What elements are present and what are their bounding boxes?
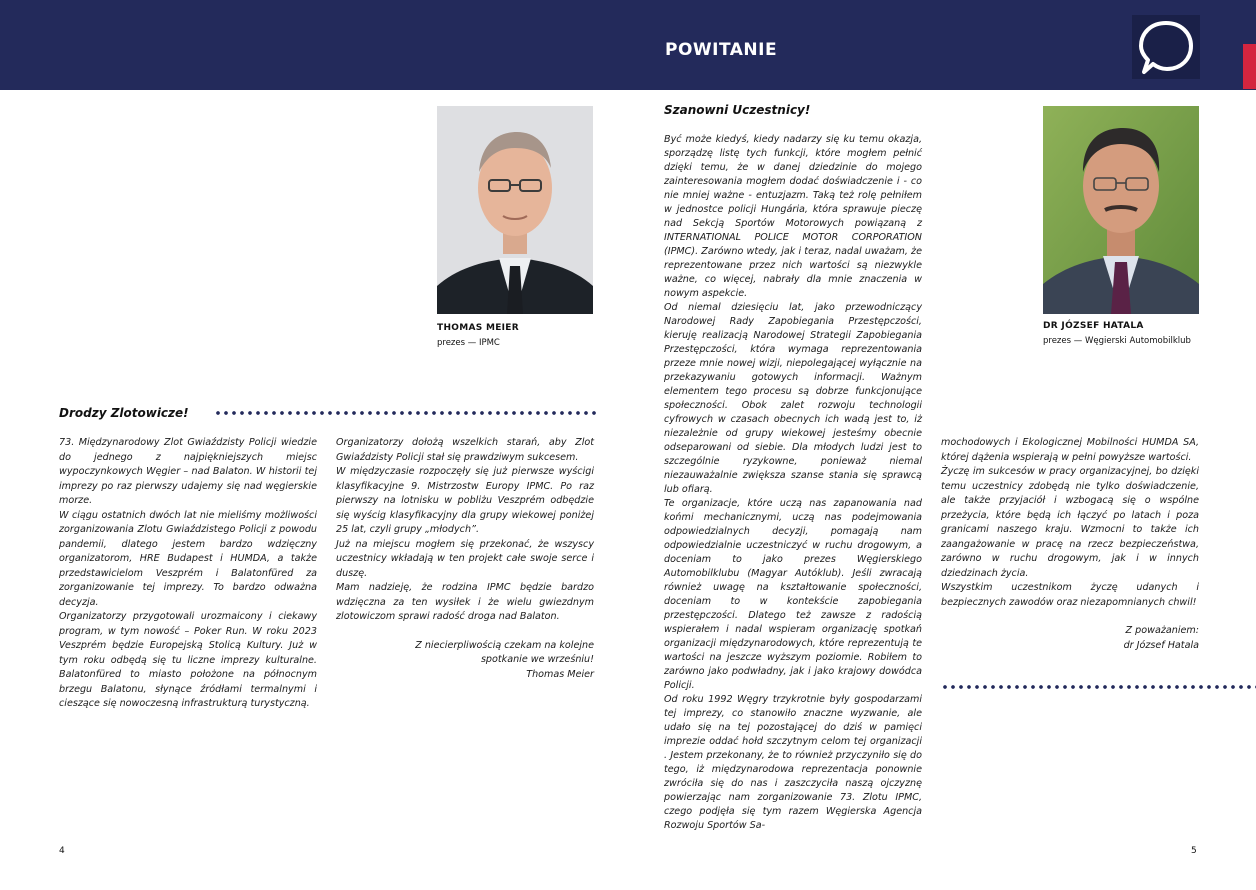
page-edge-tab — [1243, 44, 1256, 89]
paragraph: Mam nadzieję, że rodzina IPMC będzie bardzo wdzięczna za ten wysiłek i że wielu gwiezdnym zlotowiczom sprawi radość droga nad Balaton. — [336, 582, 594, 622]
portrait-jozsef-hatala — [1043, 106, 1199, 314]
paragraph: mochodowych i Ekologicznej Mobilności HUMDA SA, której dążenia wspierają w pełni powyższe wartości. — [941, 437, 1199, 463]
page-number-right: 5 — [1191, 846, 1197, 856]
photo-caption-name: DR JÓZSEF HATALA — [1043, 321, 1144, 331]
photo-caption-name: THOMAS MEIER — [437, 323, 519, 333]
paragraph: Organizatorzy przygotowali urozmaicony i ciekawy program, w tym nowość – Poker Run. W roku 2023 Veszprém będzie Europejską Stolicą Kultury. Już w tym roku odbędą się tu liczne imprezy kulturalne. Balatonfüred to miasto położone na północnym brzegu Balatonu, słynące źródłami termalnymi i cieszące się nowoczesną infrastrukturą turystyczną. — [59, 611, 317, 709]
page-number-left: 4 — [59, 846, 65, 856]
paragraph: Te organizacje, które uczą nas zapanowania nad końmi mechanicznymi, uczą nas podejmowania odpowiedzialnych decyzji, pomagają nam odpowiedzialnie uczestniczyć w ruchu drogowym, a doceniam to jako prezes Węgierskiego Automobilklubu (Magyar Autóklub). Jeśli zwracają również uwagę na kształtowanie społeczności, doceniam to w kontekście zapobiegania przestępczości. Dlatego też zawsze z radością wspierałem i nadal wspieram organizację spotkań organizacji międzynarodowych, które reprezentują te wartości na jeszcze wyższym poziomie. Robiłem to zarówno jako podwładny, jak i jako krajowy dowódca Policji. — [664, 498, 922, 691]
text-column-3 — [664, 133, 922, 833]
paragraph: W ciągu ostatnich dwóch lat nie mieliśmy możliwości zorganizowania Zlotu Gwiaździstego Policji z powodu pandemii, dlatego jestem bardzo wdzięczny organizatorom, HRE Budapest i HUMDA, a także przedstawicielom Veszprém i Balatonfüred za zorganizowanie tej imprezy. To bardzo odważna decyzja. — [59, 509, 317, 608]
photo-caption-role: prezes — Węgierski Automobilklub — [1043, 336, 1191, 346]
dotted-divider — [941, 684, 1256, 690]
closing-line: Z poważaniem: — [1125, 625, 1199, 636]
text-column-2 — [336, 436, 594, 682]
text-column-4 — [941, 436, 1199, 653]
page-header — [0, 0, 1256, 90]
text-column-1 — [59, 436, 317, 712]
logo — [1132, 15, 1200, 79]
paragraph: 73. Międzynarodowy Zlot Gwiaździsty Policji wiedzie do jednego z najpiękniejszych miejsc wypoczynkowych Węgier – nad Balaton. W historii tej imprezy po raz pierwszy udajemy się nad węgierskie morze. — [59, 437, 317, 506]
paragraph: Życzę im sukcesów w pracy organizacyjnej, bo dzięki temu uczestnicy zdobędą nie tylko doświadczenie, ale także przyjaciół i wzbogacą się o wspólne przeżycia, które będą ich łączyć po latach i poza granicami naszego kraju. Wzmocni to także ich zaangażowanie w pracę na rzecz bezpieczeństwa, zarówno w ruchu drogowym, jak i w innych dziedzinach życia. — [941, 466, 1199, 579]
signature: dr József Hatala — [1123, 639, 1199, 651]
closing-line: Z niecierpliwością czekam na kolejne — [415, 639, 594, 651]
closing-line: spotkanie we wrześniu! — [480, 654, 594, 665]
photo-caption-role: prezes — IPMC — [437, 338, 500, 348]
paragraph: Już na miejscu mogłem się przekonać, że wszyscy uczestnicy wkładają w ten projekt całe swoje serce i duszę. — [336, 538, 594, 579]
right-heading: Szanowni Uczestnicy! — [664, 103, 811, 117]
portrait-thomas-meier — [437, 106, 593, 314]
paragraph: Od niemal dziesięciu lat, jako przewodniczący Narodowej Rady Zapobiegania Przestępczości, kieruję realizacją Narodowej Strategii Zapobiegania Przestępczości, która wymaga reprezentowania przeze mnie nowej wizji, niepolegającej wyłącznie na przekazywaniu gotowych informacji. Ważnym elementem tego procesu są dobrze funkcjonujące społeczności. Obok zalet rozwoju technologii cyfrowych w czasach obecnych ich wadą jest to, iż niezależnie od grupy wiekowej jesteśmy obecnie odseparowani od siebie. Dla młodych ludzi jest to szczególnie ryzykowne, ponieważ niemal niezauważalnie zwiększa szanse stania się sprawcą lub ofiarą. — [664, 302, 922, 495]
speech-bubble-icon — [1136, 17, 1196, 77]
paragraph: Być może kiedyś, kiedy nadarzy się ku temu okazja, sporządzę listę tych funkcji, które mogłem pełnić dzięki temu, że w danej dziedzinie do mojego zainteresowania mogłem dodać doświadczenie i - co nie mniej ważne - entuzjazm. Taką też rolę pełniłem w jednostce policji Hungária, która sprawuje pieczę nad Sekcją Sportów Motorowych powiązaną z INTERNATIONAL POLICE MOTOR CORPORATION (IPMC). Zarówno wtedy, jak i teraz, nadal uważam, że reprezentowane przez nich wartości są niezwykle ważne, co więcej, nabrały dla mnie znaczenia w nowym aspekcie. — [664, 134, 922, 299]
paragraph: Wszystkim uczestnikom życzę udanych i bezpiecznych zawodów oraz niezapomnianych chwil! — [941, 582, 1199, 608]
dotted-divider — [214, 410, 596, 416]
section-title: POWITANIE — [665, 40, 778, 60]
left-heading: Drodzy Zlotowicze! — [59, 406, 189, 420]
paragraph: W międzyczasie rozpoczęły się już pierwsze wyścigi klasyfikacyjne 9. Mistrzostw Europy IPMC. Po raz pierwszy na lotnisku w pobliżu Veszprém odbędzie się wyścig klasyfikacyjny dla grupy wiekowej poniżej 25 lat, czyli grupy „młodych”. — [336, 466, 594, 535]
signature: Thomas Meier — [526, 668, 594, 680]
paragraph: Organizatorzy dołożą wszelkich starań, aby Zlot Gwiaździsty Policji stał się prawdziwym sukcesem. — [336, 437, 594, 463]
paragraph: Od roku 1992 Węgry trzykrotnie były gospodarzami tej imprezy, co stanowiło znaczne wyzwanie, ale udało się na tej pozostającej do dziś w pamięci imprezie oddać hołd szczytnym celom tej organizacji . Jestem przekonany, że to również przyczyniło się do tego, iż międzynarodowa reprezentacja ponownie zwróciła się do nas i zaszczyciła naszą ojczyznę powierzając nam zorganizowanie 73. Zlotu IPMC, czego podjęła się tym razem Węgierska Agencja Rozwoju Sportów Sa- — [664, 694, 922, 831]
